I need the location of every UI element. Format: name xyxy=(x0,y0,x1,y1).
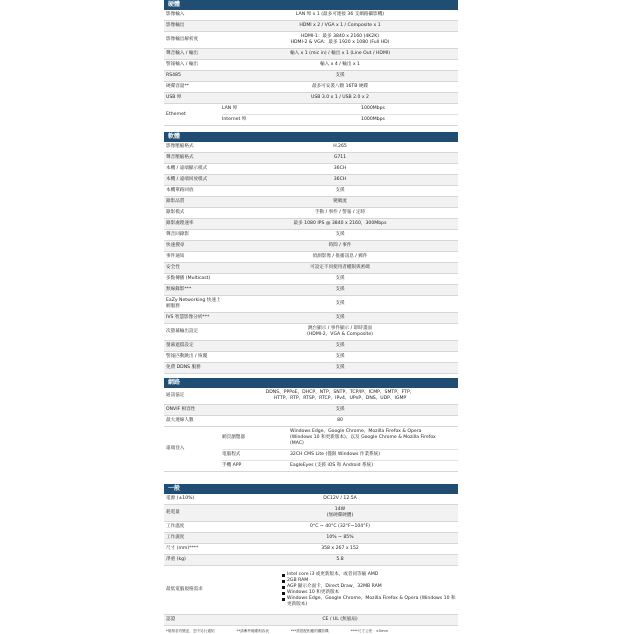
spec-label: 影像輸入 xyxy=(166,12,185,17)
spec-value xyxy=(222,324,458,340)
spec-label: 本機 / 遠端回放模式 xyxy=(166,177,208,182)
spec-value xyxy=(222,615,458,625)
footnote: ****尺寸公差：±5mm xyxy=(350,629,389,633)
spec-subrow xyxy=(222,450,458,461)
spec-value-line: 36CH xyxy=(333,177,347,182)
spec-row xyxy=(164,533,458,544)
bullet-square-icon xyxy=(282,580,285,583)
spec-label: Ethernet xyxy=(166,111,186,117)
spec-row xyxy=(164,186,458,197)
ethernet-items xyxy=(222,104,458,125)
spec-value-line: HTTP、RTP、RTSP、RTCP、IPv4、UPnP、DNS、UDP、IGMP xyxy=(273,396,407,401)
spec-value xyxy=(222,230,458,240)
spec-row xyxy=(164,363,458,374)
spec-row xyxy=(164,522,458,533)
spec-value xyxy=(222,10,458,20)
spec-row xyxy=(164,21,458,32)
spec-value xyxy=(222,388,458,404)
spec-value-line: 80 xyxy=(337,418,343,423)
spec-row xyxy=(164,263,458,274)
spec-sheet xyxy=(164,0,458,634)
spec-row xyxy=(164,49,458,60)
spec-label: 尺寸 (mm)**** xyxy=(166,546,199,551)
spec-value-line: 支援 xyxy=(335,407,345,412)
requirement-text: AGP 顯示介面卡，Direct Draw，32MB RAM xyxy=(287,584,382,589)
spec-value-line: G711 xyxy=(333,155,347,160)
spec-row xyxy=(164,71,458,82)
spec-row xyxy=(164,296,458,313)
spec-row xyxy=(164,241,458,252)
spec-sublabel: 手機 APP xyxy=(222,463,242,468)
spec-value-line: 可設定不同使用者權限與密碼 xyxy=(310,265,370,270)
spec-label: 事件通知 xyxy=(166,254,185,259)
spec-row xyxy=(164,555,458,566)
spec-row xyxy=(164,175,458,186)
spec-value-line: 變碼流 xyxy=(333,199,347,204)
spec-value xyxy=(222,505,458,521)
spacer xyxy=(164,472,458,484)
spec-label: 錄影模式 xyxy=(166,210,185,215)
spec-value xyxy=(222,186,458,196)
spec-value xyxy=(222,341,458,351)
spec-label: 通訊協定 xyxy=(166,393,185,398)
spec-label: 電源 (±10%) xyxy=(166,496,195,501)
spec-value-line: 支援 xyxy=(335,232,345,237)
spec-label: 聲音輸入 / 輸出 xyxy=(166,51,199,56)
spec-subrow xyxy=(222,461,458,471)
section-header: 軟體 xyxy=(164,132,458,142)
spec-value-line: 時間 / 事件 xyxy=(328,243,352,248)
spec-label: 次螢幕輸出設定 xyxy=(166,329,199,334)
spec-label: 螢幕遮擋設定 xyxy=(166,343,194,348)
spec-value xyxy=(222,405,458,415)
spec-value xyxy=(222,60,458,70)
spec-label: 安全性 xyxy=(166,265,180,270)
spec-label: 聲音壓縮格式 xyxy=(166,155,194,160)
spec-value xyxy=(222,175,458,185)
spec-row xyxy=(164,164,458,175)
spec-label: ONVIF 相容性 xyxy=(166,407,196,412)
bullet-square-icon xyxy=(282,574,285,577)
spec-value-line: HDMI-2 & VGA：最多 1920 x 1080 (Full HD) xyxy=(290,40,390,45)
spec-value-line: USB 3.0 x 1 / USB 2.0 x 2 xyxy=(311,95,369,100)
spec-row xyxy=(164,544,458,555)
spec-label: IVS 智慧影像分析*** xyxy=(166,315,210,320)
spec-subrow xyxy=(222,427,458,450)
spec-value-line: HDMI x 2 / VGA x 1 / Composite x 1 xyxy=(299,23,381,28)
spec-row xyxy=(164,197,458,208)
spec-value xyxy=(222,285,458,295)
spec-label: 工作濕度 xyxy=(166,535,185,540)
spec-value-line: (HDMI-2、VGA & Composite) xyxy=(307,332,373,337)
spec-label: 影像輸出解析度 xyxy=(166,37,199,42)
spec-value-line: 0°C ~ 40°C (32°F~104°F) xyxy=(310,524,370,529)
spec-value-line: 最多可安裝八顆 16TB 硬碟 xyxy=(311,84,369,89)
spec-label: 影像壓縮格式 xyxy=(166,144,194,149)
spec-value-line: CE / UL (無風扇) xyxy=(322,617,358,622)
spec-row xyxy=(164,405,458,416)
spec-row xyxy=(164,274,458,285)
spec-value-line: 14W xyxy=(334,507,346,512)
footnote: ***需搭配相應的攝影機 xyxy=(290,629,329,633)
spec-value: 1000Mbps xyxy=(361,117,385,122)
spec-label: 硬碟容量** xyxy=(166,84,189,89)
spec-value xyxy=(288,450,458,460)
requirement-text: 2GB RAM xyxy=(287,578,309,583)
spec-label: 無線錄影*** xyxy=(166,287,192,292)
spec-value-line: 支援 xyxy=(335,276,345,281)
spec-value-line: 跳台顯示 / 事件顯示 / 即時畫面 xyxy=(307,326,373,331)
spec-label: 最大連線人數 xyxy=(166,418,194,423)
spec-value-line: 輸入 x 4 / 輸出 x 1 xyxy=(320,62,360,67)
spec-value xyxy=(222,544,458,554)
spec-value-line: 支援 xyxy=(335,343,345,348)
spec-label: EaZy Networking 快速上網服務 xyxy=(166,298,221,309)
spec-value-line: 10% ~ 85% xyxy=(326,535,354,540)
spec-label: 錄影處理速率 xyxy=(166,221,194,226)
spec-label: 本機 / 遠端顯示模式 xyxy=(166,166,208,171)
spec-label: 耗電量 xyxy=(166,510,180,515)
spec-row xyxy=(164,416,458,427)
spec-value xyxy=(222,533,458,543)
spec-value xyxy=(222,313,458,323)
spec-value xyxy=(222,296,458,312)
bullet-square-icon xyxy=(282,592,285,595)
spec-value xyxy=(288,427,458,449)
footnote: **請參考硬碟相容表 xyxy=(236,629,269,633)
spec-value xyxy=(222,241,458,251)
spec-value: 1000Mbps xyxy=(361,106,385,111)
spec-value xyxy=(222,93,458,103)
spec-value-line: HDMI-1：最多 3840 x 2160 (4K2K) xyxy=(300,34,380,39)
spec-value xyxy=(222,21,458,31)
spec-label: USB 埠 xyxy=(166,95,182,100)
spec-value-line: 支援 xyxy=(335,354,345,359)
spec-label: 聲音回錄影 xyxy=(166,232,189,237)
section-header: 硬體 xyxy=(164,0,458,10)
spec-value xyxy=(222,82,458,92)
spec-label: 最低電腦規格需求 xyxy=(166,587,203,592)
spec-label: 本機單路回放 xyxy=(166,188,194,193)
spec-value xyxy=(222,32,458,48)
spec-label: 工作溫度 xyxy=(166,524,185,529)
spec-value xyxy=(222,49,458,59)
spec-label: 認證 xyxy=(166,617,176,622)
spec-value-line: LAN 埠 x 1 (最多可連接 36 支網路攝影機) xyxy=(295,12,385,17)
bullet-square-icon xyxy=(282,586,285,589)
requirement-item xyxy=(282,596,456,608)
spec-row xyxy=(164,313,458,324)
spec-row xyxy=(164,82,458,93)
spec-label: 影像輸出 xyxy=(166,23,185,28)
spec-value-line: 32CH CMS Lite (僅限 Windows 作業系統) xyxy=(290,452,381,457)
remote-login-group xyxy=(164,427,458,472)
spec-sublabel: 電腦程式 xyxy=(222,452,241,457)
spec-label: 多點傳播 (Multicast) xyxy=(166,276,211,281)
spec-value-line: (無硬碟硬體) xyxy=(326,513,354,518)
spec-value xyxy=(222,416,458,426)
spec-value-line: Windows Edge、Google Chrome、Mozilla Firefox & Opera xyxy=(290,429,422,434)
spec-value xyxy=(222,164,458,174)
spec-label: RS485 xyxy=(166,73,181,78)
spec-value-line: 5.8 xyxy=(336,557,344,562)
spec-value-line: DC12V / 12.5A xyxy=(323,496,357,501)
spec-value xyxy=(222,363,458,373)
spec-value-line: 358 x 267 x 152 xyxy=(321,546,359,551)
spec-sublabel: LAN 埠 xyxy=(222,106,238,111)
spec-value-line: 36CH xyxy=(333,166,347,171)
spec-value-line: DDNS、PPPoE、DHCP、NTP、SNTP、TCP/IP、ICMP、SMTP、FTP、 xyxy=(265,390,415,395)
spec-value xyxy=(222,263,458,273)
spec-row xyxy=(164,60,458,71)
pc-requirements-row xyxy=(164,566,458,615)
section-header: 網路 xyxy=(164,378,458,388)
spec-row xyxy=(164,153,458,164)
spec-row xyxy=(164,324,458,341)
spec-subrow xyxy=(222,104,458,115)
spec-value-line: 輸入 x 1 (mic in) / 輸出 x 1 (Line Out / HDMI) xyxy=(289,51,391,56)
spec-value-line: 支援 xyxy=(335,188,345,193)
spec-value-line: (Windows 10 和更新版本)、以及 Google Chrome & Mozilla Firefox xyxy=(290,435,436,440)
spec-value xyxy=(222,555,458,565)
requirement-text: Intel core i3 或更新版本，或者同等級 AMD xyxy=(287,572,379,577)
spec-row xyxy=(164,230,458,241)
spec-value-line: H.265 xyxy=(333,144,347,149)
spec-row xyxy=(164,142,458,153)
spec-value xyxy=(222,219,458,229)
spec-row xyxy=(164,352,458,363)
spec-value xyxy=(222,197,458,207)
spec-value-line: 支援 xyxy=(335,73,345,78)
spec-value-line: 支援 xyxy=(335,301,345,306)
remote-items xyxy=(222,427,458,471)
spec-label: 淨重 (kg) xyxy=(166,557,186,562)
spec-value-line: 最多 1080 IPS @ 3840 x 2160，300Mbps xyxy=(293,221,387,226)
spec-value xyxy=(222,252,458,262)
spec-label: 免費 DDNS 服務 xyxy=(166,365,201,370)
spec-sublabel: 網頁瀏覽器 xyxy=(222,435,245,440)
spec-row xyxy=(164,10,458,21)
spec-row xyxy=(164,505,458,522)
spec-label: 警報匹動跳出 / 恢覆 xyxy=(166,354,208,359)
spec-value xyxy=(222,208,458,218)
footnote: *規格若有變更，恕不另行通知 xyxy=(166,629,215,633)
spec-row xyxy=(164,219,458,230)
spec-value xyxy=(222,71,458,81)
ethernet-group xyxy=(164,104,458,126)
spec-row xyxy=(164,93,458,104)
spec-value xyxy=(222,522,458,532)
spec-value-line: EagleEyes (支援 iOS 和 Android 系統) xyxy=(290,463,373,468)
spec-label: 錄影品質 xyxy=(166,199,185,204)
spec-value xyxy=(222,494,458,504)
spec-label: 快速搜尋 xyxy=(166,243,185,248)
requirement-text: Windows 10 和更新版本 xyxy=(287,590,340,595)
spec-value xyxy=(222,153,458,163)
spec-value-line: 支援 xyxy=(335,365,345,370)
requirement-text: Windows Edge、Google Chrome、Mozilla Firefox & Opera (Windows 10 和更新版本) xyxy=(287,596,456,607)
spec-row xyxy=(164,285,458,296)
spec-label: 遠端登入 xyxy=(166,446,185,451)
spec-row xyxy=(164,494,458,505)
spec-value-line: 支援 xyxy=(335,315,345,320)
spec-value xyxy=(222,352,458,362)
spec-value-line: 偵測影像 / 推播訊息 / 郵件 xyxy=(312,254,368,259)
spec-row xyxy=(164,208,458,219)
spec-label: 警報輸入 / 輸出 xyxy=(166,62,199,67)
spec-value xyxy=(222,274,458,284)
section-header: 一般 xyxy=(164,484,458,494)
spec-row xyxy=(164,32,458,49)
spec-row xyxy=(164,252,458,263)
spec-sublabel: Internet 埠 xyxy=(222,117,247,122)
spec-row xyxy=(164,341,458,352)
spec-value-line: 支援 xyxy=(335,287,345,292)
spec-value-line: 手動 / 事件 / 警報 / 定時 xyxy=(314,210,366,215)
spec-value-line: (MAC) xyxy=(290,441,304,446)
spec-row xyxy=(164,615,458,626)
spec-subrow xyxy=(222,115,458,125)
spec-value xyxy=(222,566,458,614)
spec-value xyxy=(222,142,458,152)
bullet-square-icon xyxy=(282,598,285,601)
spec-row xyxy=(164,388,458,405)
spec-value xyxy=(288,461,458,471)
footnotes xyxy=(164,626,458,634)
